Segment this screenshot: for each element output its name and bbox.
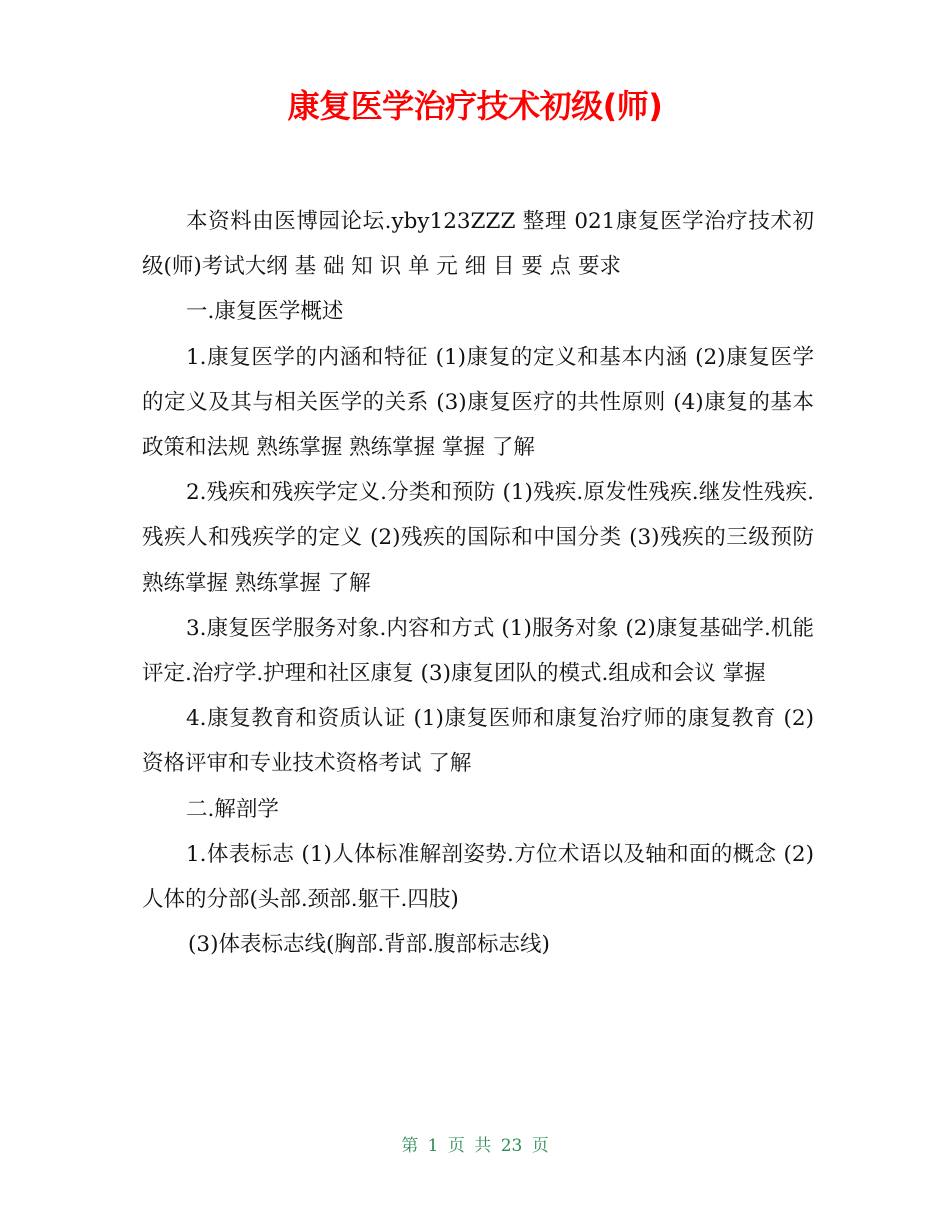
- page-number-footer: 第 1 页 共 23 页: [401, 1136, 549, 1156]
- paragraph-anatomy-item-1: 1.体表标志 (1)人体标准解剖姿势.方位术语以及轴和面的概念 (2)人体的分部(头部.颈部.躯干.四肢): [142, 841, 814, 913]
- paragraph-item-4: 4.康复教育和资质认证 (1)康复医师和康复治疗师的康复教育 (2)资格评审和专业技术资格考试 了解: [142, 706, 814, 777]
- paragraph-item-3: 3.康复医学服务对象.内容和方式 (1)服务对象 (2)康复基础学.机能评定.治疗学.护理和社区康复 (3)康复团队的模式.组成和会议 掌握: [142, 615, 814, 687]
- document-title: 康复医学治疗技术初级(师): [287, 87, 663, 125]
- paragraph-intro: 本资料由医博园论坛.yby123ZZZ 整理 021康复医学治疗技术初级(师)考试大纲 基 础 知 识 单 元 细 目 要 点 要求: [142, 209, 814, 280]
- document-body: [142, 199, 814, 967]
- paragraph-item-2: 2.残疾和残疾学定义.分类和预防 (1)残疾.原发性残疾.继发性残疾.残疾人和残疾学的定义 (2)残疾的国际和中国分类 (3)残疾的三级预防 熟练掌握 熟练掌握 了解: [142, 480, 814, 596]
- section-heading-rehab-overview: 一.康复医学概述: [186, 299, 344, 325]
- paragraph-item-1: 1.康复医学的内涵和特征 (1)康复的定义和基本内涵 (2)康复医学的定义及其与相关医学的关系 (3)康复医疗的共性原则 (4)康复的基本政策和法规 熟练掌握 熟练掌握 掌握 了解: [142, 344, 814, 461]
- section-heading-anatomy: 二.解剖学: [186, 796, 279, 822]
- paragraph-anatomy-item-1-cont: (3)体表标志线(胸部.背部.腹部标志线): [188, 932, 550, 958]
